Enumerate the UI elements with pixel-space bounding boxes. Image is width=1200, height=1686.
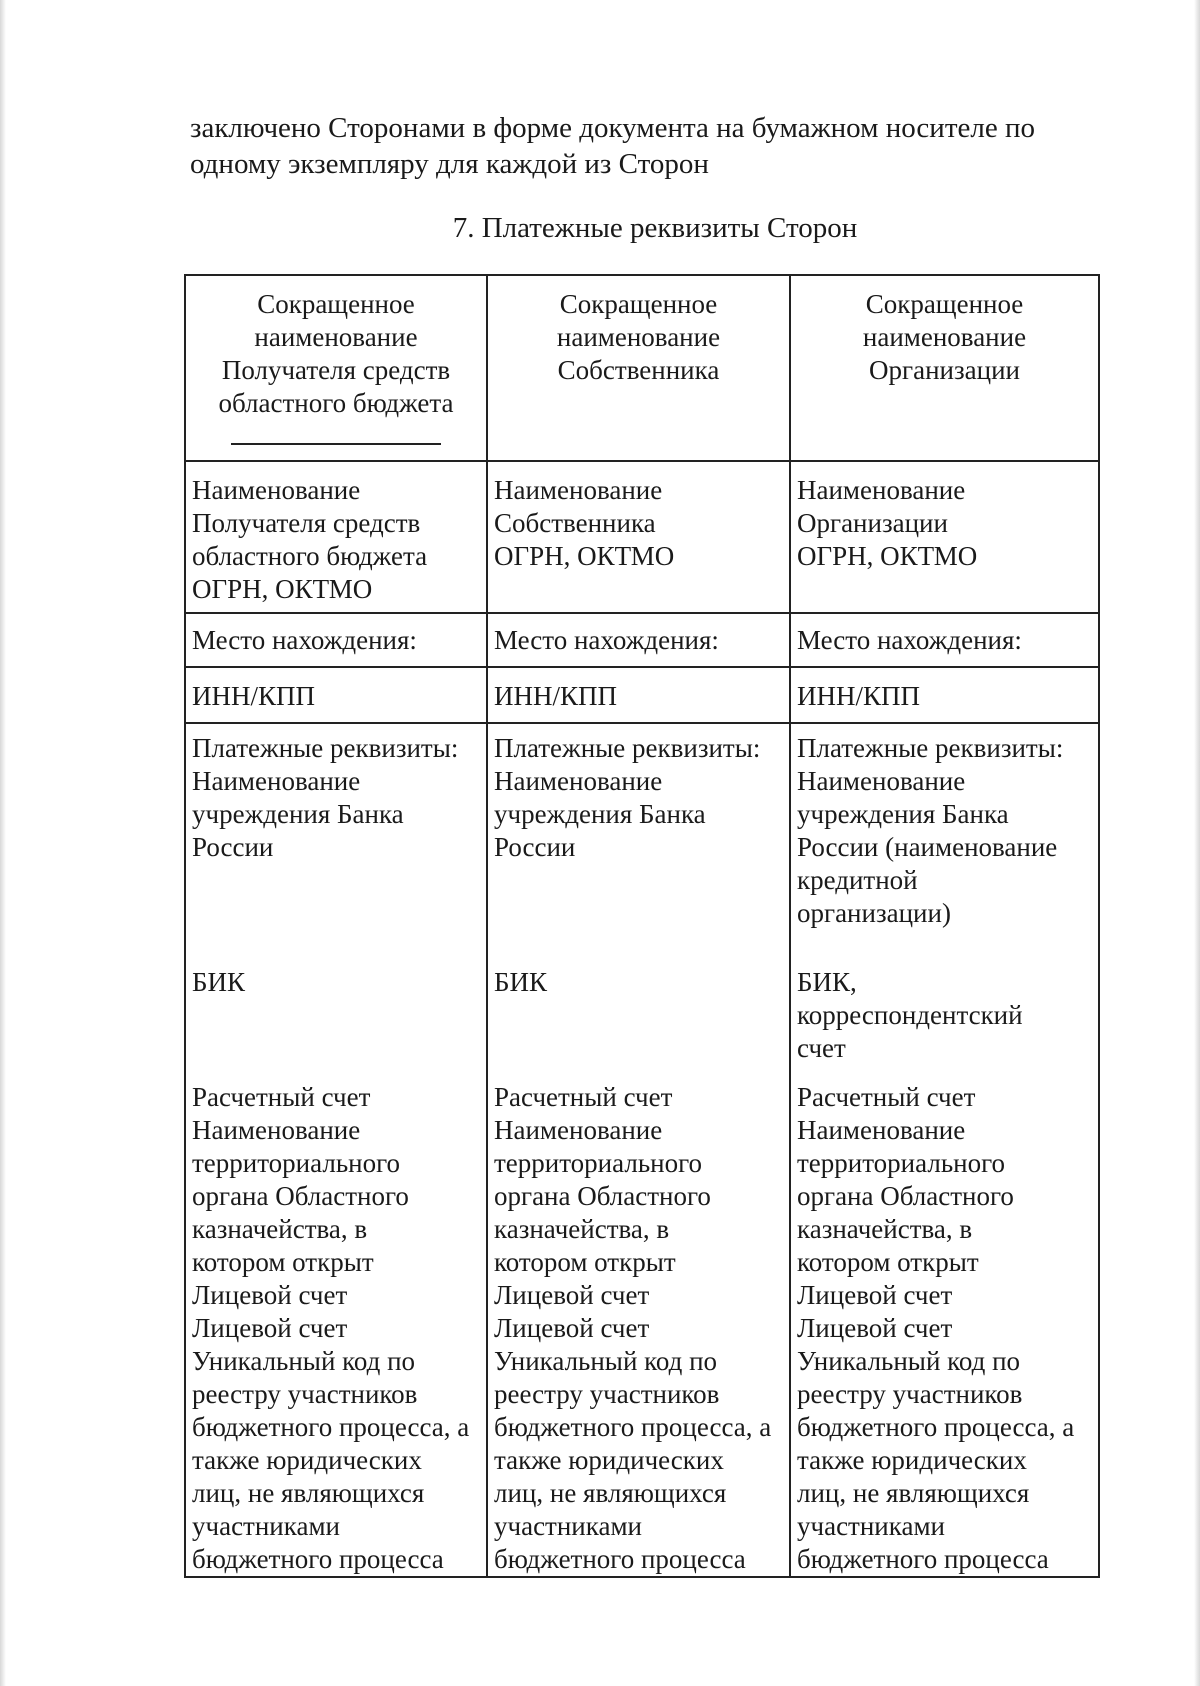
bik-recipient-text: БИК <box>192 967 246 997</box>
inn-cell-recipient <box>185 667 487 723</box>
bik-owner-text: БИК <box>494 967 548 997</box>
pay-cell-organization <box>790 723 1099 1577</box>
accounts-organization-text: Расчетный счет Наименование территориального органа Областного казначейства, в котором открыт Лицевой счет Лицевой счет Уникальный код по реестру участников бюджетного процесса, а также юридических лиц, не являющихся участниками бюджетного процесса <box>797 1082 1075 1574</box>
names-cell-organization <box>790 461 1099 613</box>
inn-owner-text: ИНН/КПП <box>494 681 618 711</box>
bank-organization-text: Платежные реквизиты: Наименование учреждения Банка России (наименование кредитной организации) <box>797 733 1064 928</box>
pay-cell-owner <box>487 723 790 1577</box>
page-edge-right <box>1194 0 1200 1686</box>
names-cell-recipient <box>185 461 487 613</box>
bank-recipient-text: Платежные реквизиты: Наименование учреждения Банка России <box>192 733 459 862</box>
header-cell-owner <box>487 275 790 461</box>
place-cell-organization <box>790 613 1099 667</box>
table-row-place <box>185 613 1099 667</box>
inn-cell-owner <box>487 667 790 723</box>
table-row-names <box>185 461 1099 613</box>
place-owner-text: Место нахождения: <box>494 625 719 655</box>
names-cell-owner <box>487 461 790 613</box>
section-title: 7. Платежные реквизиты Сторон <box>452 212 858 244</box>
header-recipient-text: Сокращенное наименование Получателя средств областного бюджета <box>218 289 454 418</box>
place-organization-text: Место нахождения: <box>797 625 1022 655</box>
names-owner-text: Наименование Собственника ОГРН, ОКТМО <box>494 475 675 571</box>
inn-cell-organization <box>790 667 1099 723</box>
intro-paragraph: заключено Сторонами в форме документа на бумажном носителе по одному экземпляру для каждой из Сторон <box>190 112 1035 180</box>
signature-line <box>231 442 441 445</box>
inn-organization-text: ИНН/КПП <box>797 681 921 711</box>
table-row-payment-details <box>185 723 1099 1577</box>
pay-cell-recipient <box>185 723 487 1577</box>
place-recipient-text: Место нахождения: <box>192 625 417 655</box>
header-cell-recipient <box>185 275 487 461</box>
place-cell-recipient <box>185 613 487 667</box>
page-edge-left <box>0 0 6 1686</box>
accounts-recipient-text: Расчетный счет Наименование территориального органа Областного казначейства, в котором открыт Лицевой счет Лицевой счет Уникальный код по реестру участников бюджетного процесса, а также юридических лиц, не являющихся участниками бюджетного процесса <box>192 1082 470 1574</box>
names-organization-text: Наименование Организации ОГРН, ОКТМО <box>797 475 978 571</box>
header-organization-text: Сокращенное наименование Организации <box>862 289 1027 385</box>
header-cell-organization <box>790 275 1099 461</box>
header-owner-text: Сокращенное наименование Собственника <box>556 289 721 385</box>
table-row-header <box>185 275 1099 461</box>
bank-owner-text: Платежные реквизиты: Наименование учреждения Банка России <box>494 733 761 862</box>
names-recipient-text: Наименование Получателя средств областного бюджета ОГРН, ОКТМО <box>192 475 428 604</box>
payment-details-table <box>184 274 1100 1578</box>
inn-recipient-text: ИНН/КПП <box>192 681 316 711</box>
place-cell-owner <box>487 613 790 667</box>
bik-organization-text: БИК, корреспондентский счет <box>797 967 1023 1063</box>
table-row-inn <box>185 667 1099 723</box>
accounts-owner-text: Расчетный счет Наименование территориального органа Областного казначейства, в котором открыт Лицевой счет Лицевой счет Уникальный код по реестру участников бюджетного процесса, а также юридических лиц, не являющихся участниками бюджетного процесса <box>494 1082 772 1574</box>
